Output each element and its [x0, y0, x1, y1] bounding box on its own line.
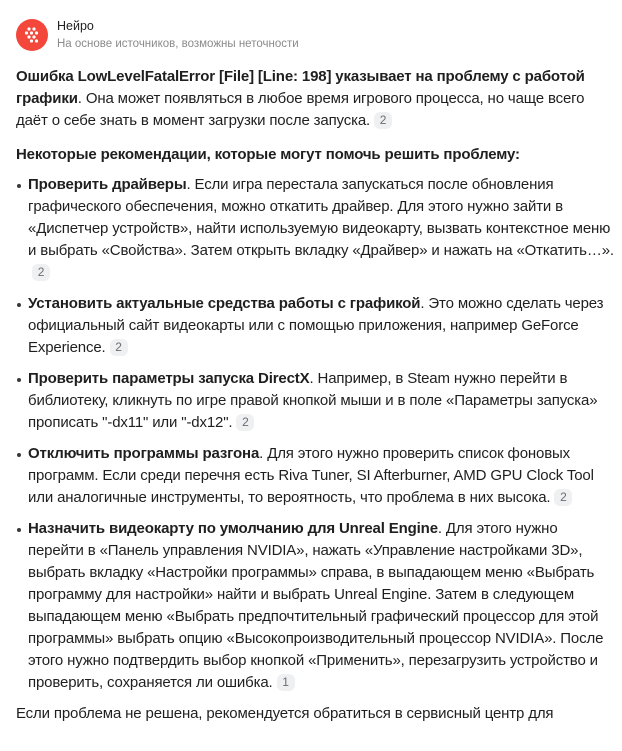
- citation-badge[interactable]: 2: [554, 489, 572, 506]
- list-item: [16, 293, 616, 359]
- closing-paragraph: Если проблема не решена, рекомендуется обратиться в сервисный центр для: [16, 705, 554, 722]
- list-item: [16, 174, 616, 284]
- neuro-logo-icon: [16, 19, 48, 51]
- rec-text: . Например, в Steam нужно перейти в библиотеку, кликнуть по игре правой кнопкой мыши и в поле «Параметры запуска» прописать "-dx11" или "-dx12".: [28, 370, 598, 431]
- answer-body: [16, 66, 616, 725]
- rec-text: . Это можно сделать через официальный сайт видеокарты или с помощью приложения, например GeForce Experience.: [28, 295, 604, 356]
- rec-text: . Если игра перестала запускаться после обновления графического обеспечения, можно откатить драйвер. Для этого нужно зайти в «Диспетчер устройств», найти используемую видеокарту, вызвать контекстное меню и выбрать «Свойства». Затем открыть вкладку «Драйвер» и нажать на «Откатить…».: [28, 176, 614, 259]
- answer-disclaimer: На основе источников, возможны неточности: [57, 37, 299, 50]
- intro-text: . Она может появляться в любое время игрового процесса, но чаще всего даёт о себе знать в момент загрузки после запуска.: [16, 90, 585, 129]
- brand-name: Нейро: [57, 18, 94, 33]
- citation-badge[interactable]: 2: [374, 112, 392, 129]
- rec-title: Проверить драйверы: [28, 176, 187, 193]
- intro-paragraph: [16, 66, 616, 132]
- rec-text: . Для этого нужно проверить список фоновых программ. Если среди перечня есть Riva Tuner, SI Afterburner, AMD GPU Clock Tool или аналогичные инструменты, то вероятность, что проблема в них высока.: [28, 445, 594, 506]
- citation-badge[interactable]: 2: [236, 414, 254, 431]
- list-item: [16, 368, 616, 434]
- list-item: [16, 443, 616, 509]
- intro-bold: Ошибка LowLevelFatalError [File] [Line: 198] указывает на проблему с работой графики: [16, 68, 585, 107]
- rec-text: . Для этого нужно перейти в «Панель управления NVIDIA», нажать «Управление настройками 3D», выбрать вкладку «Настройки программы» справа, в выпадающем меню «Выбрать программу для настройки» найти и выбрать Unreal Engine. Затем в следующем выпадающем меню «Выбрать предпочтительный графический процессор для этой программы» выбрать опцию «Высокопроизводительный процессор NVIDIA». После этого нужно подтвердить выбор кнопкой «Применить», перезагрузить устройство и проверить, сохраняется ли ошибка.: [28, 520, 604, 691]
- recommendations-heading: Некоторые рекомендации, которые могут помочь решить проблему:: [16, 146, 520, 163]
- rec-title: Отключить программы разгона: [28, 445, 260, 462]
- neuro-logo-mark: [22, 25, 42, 45]
- citation-badge[interactable]: 2: [32, 264, 50, 281]
- rec-title: Проверить параметры запуска DirectX: [28, 370, 310, 387]
- answer-header: [16, 17, 299, 53]
- recommendations-list: [16, 174, 616, 694]
- rec-title: Установить актуальные средства работы с графикой: [28, 295, 421, 312]
- rec-title: Назначить видеокарту по умолчанию для Unreal Engine: [28, 520, 438, 537]
- list-item: [16, 518, 616, 694]
- citation-badge[interactable]: 1: [277, 674, 295, 691]
- citation-badge[interactable]: 2: [110, 339, 128, 356]
